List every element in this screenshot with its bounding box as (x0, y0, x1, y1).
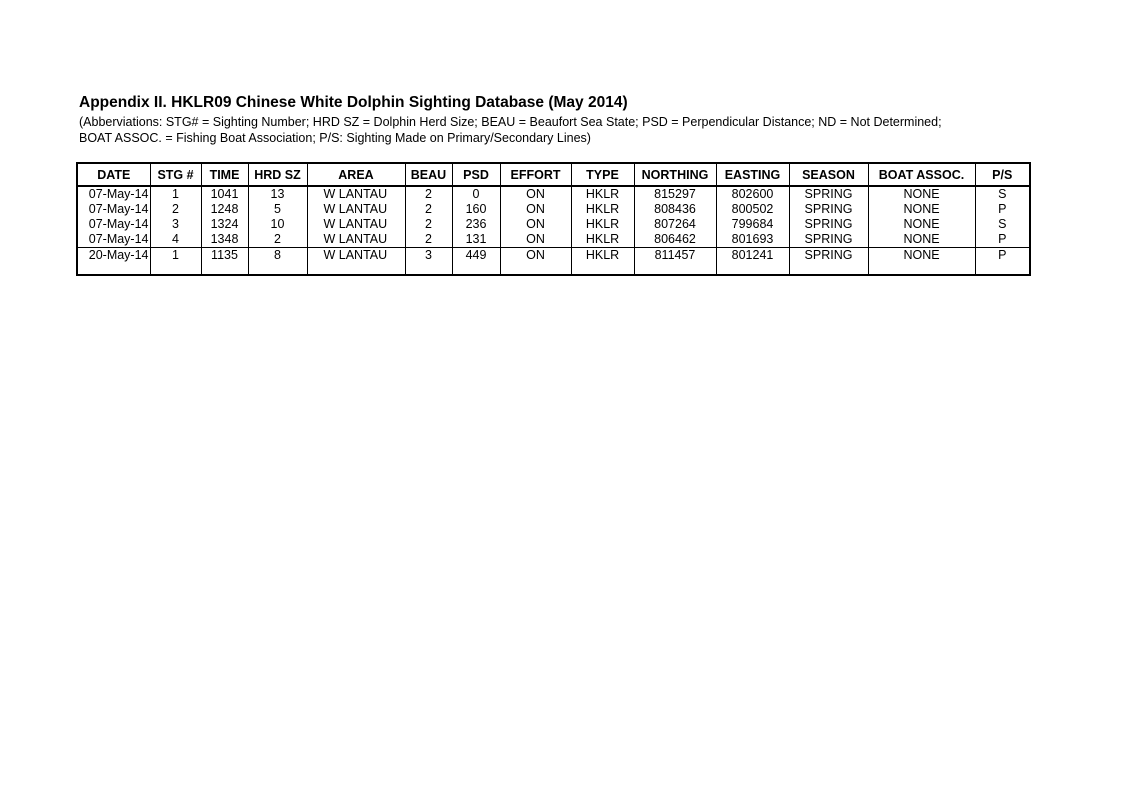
abbreviations-note (79, 114, 942, 146)
column-header-northing: NORTHING (634, 163, 716, 186)
cell-hrd-sz: 13 (248, 186, 307, 202)
cell-area: W LANTAU (307, 248, 405, 276)
cell-area: W LANTAU (307, 232, 405, 248)
cell-northing: 807264 (634, 217, 716, 232)
abbreviations-line-2: BOAT ASSOC. = Fishing Boat Association; P/S: Sighting Made on Primary/Secondary Lines) (79, 131, 591, 145)
cell-hrd-sz: 5 (248, 202, 307, 217)
cell-type: HKLR (571, 217, 634, 232)
cell-beau: 3 (405, 248, 452, 276)
cell-psd: 0 (452, 186, 500, 202)
cell-type: HKLR (571, 248, 634, 276)
column-header-time: TIME (201, 163, 248, 186)
cell-boat-assoc: NONE (868, 232, 975, 248)
sighting-table (76, 162, 1031, 276)
cell-easting: 801241 (716, 248, 789, 276)
cell-hrd-sz: 10 (248, 217, 307, 232)
cell-ps: P (975, 232, 1030, 248)
column-header-boat-assoc: BOAT ASSOC. (868, 163, 975, 186)
cell-season: SPRING (789, 186, 868, 202)
table-row (77, 186, 1030, 202)
cell-ps: S (975, 217, 1030, 232)
cell-date: 20-May-14 (77, 248, 150, 276)
cell-ps: P (975, 202, 1030, 217)
cell-boat-assoc: NONE (868, 186, 975, 202)
column-header-ps: P/S (975, 163, 1030, 186)
cell-time: 1348 (201, 232, 248, 248)
column-header-area: AREA (307, 163, 405, 186)
column-header-season: SEASON (789, 163, 868, 186)
table-row (77, 202, 1030, 217)
cell-area: W LANTAU (307, 217, 405, 232)
cell-beau: 2 (405, 217, 452, 232)
table-header-row (77, 163, 1030, 186)
cell-stg: 2 (150, 202, 201, 217)
cell-season: SPRING (789, 202, 868, 217)
cell-easting: 800502 (716, 202, 789, 217)
column-header-date: DATE (77, 163, 150, 186)
column-header-stg: STG # (150, 163, 201, 186)
cell-psd: 449 (452, 248, 500, 276)
cell-boat-assoc: NONE (868, 202, 975, 217)
cell-beau: 2 (405, 202, 452, 217)
cell-area: W LANTAU (307, 202, 405, 217)
column-header-effort: EFFORT (500, 163, 571, 186)
abbreviations-line-1: (Abberviations: STG# = Sighting Number; HRD SZ = Dolphin Herd Size; BEAU = Beaufort Sea State; PSD = Perpendicular Distance; ND = Not Determined; (79, 115, 942, 129)
cell-boat-assoc: NONE (868, 248, 975, 276)
cell-psd: 160 (452, 202, 500, 217)
table-row (77, 248, 1030, 276)
cell-northing: 808436 (634, 202, 716, 217)
cell-easting: 799684 (716, 217, 789, 232)
cell-time: 1324 (201, 217, 248, 232)
cell-effort: ON (500, 217, 571, 232)
cell-date: 07-May-14 (77, 217, 150, 232)
cell-season: SPRING (789, 248, 868, 276)
cell-time: 1248 (201, 202, 248, 217)
cell-season: SPRING (789, 217, 868, 232)
cell-ps: S (975, 186, 1030, 202)
cell-type: HKLR (571, 186, 634, 202)
cell-effort: ON (500, 186, 571, 202)
document-title: Appendix II. HKLR09 Chinese White Dolphin Sighting Database (May 2014) (79, 94, 628, 111)
table-row (77, 217, 1030, 232)
cell-date: 07-May-14 (77, 186, 150, 202)
cell-date: 07-May-14 (77, 232, 150, 248)
cell-stg: 4 (150, 232, 201, 248)
cell-effort: ON (500, 202, 571, 217)
cell-northing: 815297 (634, 186, 716, 202)
cell-season: SPRING (789, 232, 868, 248)
cell-hrd-sz: 8 (248, 248, 307, 276)
cell-type: HKLR (571, 232, 634, 248)
column-header-beau: BEAU (405, 163, 452, 186)
cell-effort: ON (500, 232, 571, 248)
cell-effort: ON (500, 248, 571, 276)
cell-beau: 2 (405, 186, 452, 202)
cell-stg: 1 (150, 248, 201, 276)
table-row (77, 232, 1030, 248)
cell-stg: 3 (150, 217, 201, 232)
cell-easting: 802600 (716, 186, 789, 202)
cell-northing: 811457 (634, 248, 716, 276)
cell-northing: 806462 (634, 232, 716, 248)
cell-easting: 801693 (716, 232, 789, 248)
column-header-type: TYPE (571, 163, 634, 186)
cell-time: 1041 (201, 186, 248, 202)
column-header-hrd-sz: HRD SZ (248, 163, 307, 186)
column-header-easting: EASTING (716, 163, 789, 186)
cell-beau: 2 (405, 232, 452, 248)
cell-area: W LANTAU (307, 186, 405, 202)
cell-boat-assoc: NONE (868, 217, 975, 232)
cell-psd: 131 (452, 232, 500, 248)
cell-type: HKLR (571, 202, 634, 217)
cell-stg: 1 (150, 186, 201, 202)
column-header-psd: PSD (452, 163, 500, 186)
cell-time: 1135 (201, 248, 248, 276)
cell-date: 07-May-14 (77, 202, 150, 217)
cell-psd: 236 (452, 217, 500, 232)
cell-ps: P (975, 248, 1030, 276)
cell-hrd-sz: 2 (248, 232, 307, 248)
